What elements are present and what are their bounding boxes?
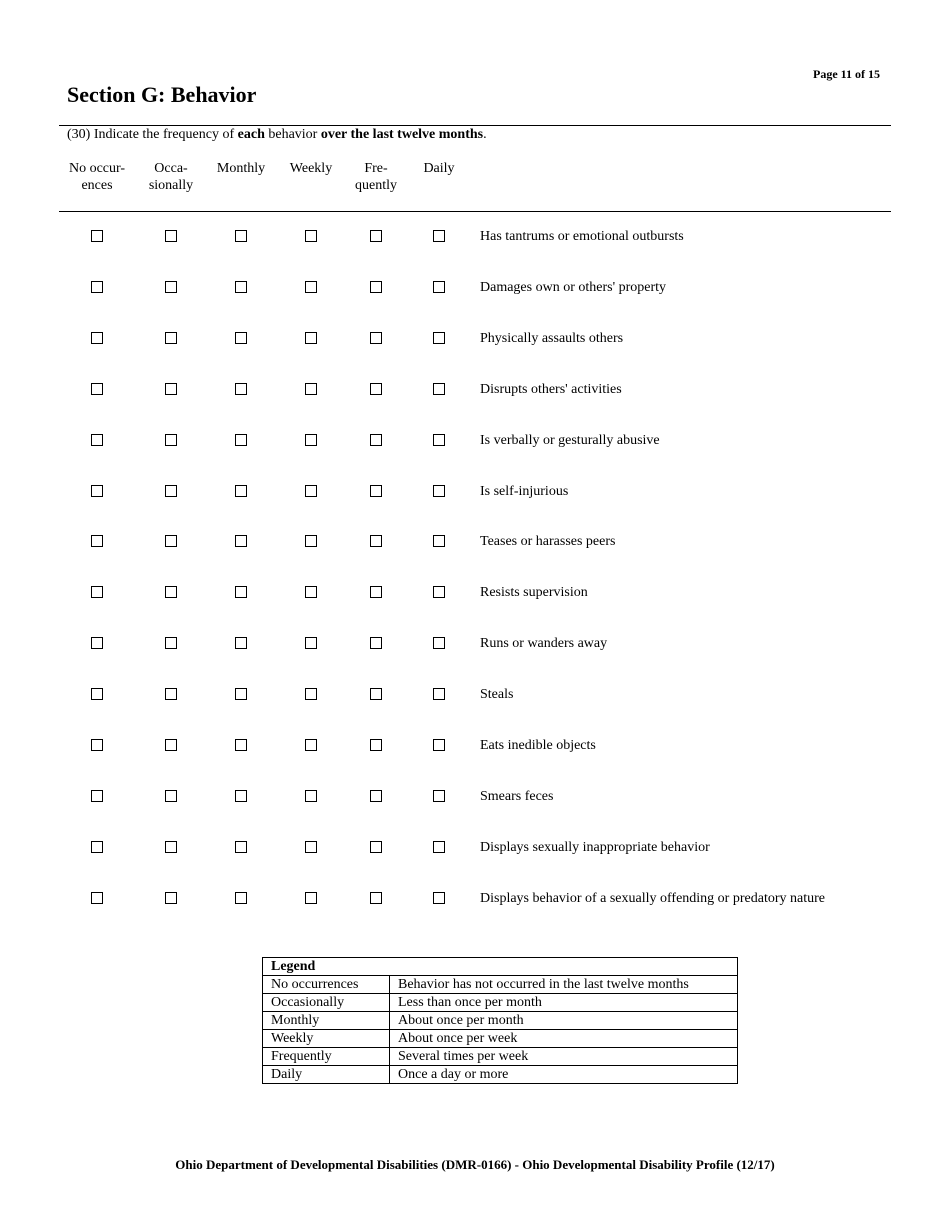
checkbox-daily[interactable] (433, 790, 445, 802)
checkbox-frequently[interactable] (370, 383, 382, 395)
checkbox-monthly[interactable] (235, 281, 247, 293)
checkbox-weekly[interactable] (305, 485, 317, 497)
checkbox-occasionally[interactable] (165, 434, 177, 446)
legend-row (263, 976, 738, 994)
checkbox-occasionally[interactable] (165, 535, 177, 547)
checkbox-monthly[interactable] (235, 535, 247, 547)
legend-row (263, 994, 738, 1012)
checkbox-no-occurrences[interactable] (91, 790, 103, 802)
checkbox-frequently[interactable] (370, 586, 382, 598)
legend-table (262, 957, 738, 1084)
checkbox-frequently[interactable] (370, 281, 382, 293)
checkbox-daily[interactable] (433, 383, 445, 395)
checkbox-occasionally[interactable] (165, 332, 177, 344)
behavior-row (0, 532, 950, 552)
behavior-label: Is verbally or gesturally abusive (480, 432, 660, 448)
top-divider (59, 125, 891, 126)
checkbox-frequently[interactable] (370, 332, 382, 344)
question-prefix: (30) Indicate the frequency of (67, 127, 238, 142)
checkbox-daily[interactable] (433, 230, 445, 242)
behavior-row (0, 685, 950, 705)
header-divider (59, 211, 891, 212)
checkbox-weekly[interactable] (305, 535, 317, 547)
checkbox-frequently[interactable] (370, 739, 382, 751)
checkbox-no-occurrences[interactable] (91, 281, 103, 293)
checkbox-monthly[interactable] (235, 637, 247, 649)
column-header-line: No occur- (68, 161, 126, 176)
checkbox-no-occurrences[interactable] (91, 383, 103, 395)
checkbox-weekly[interactable] (305, 434, 317, 446)
checkbox-no-occurrences[interactable] (91, 688, 103, 700)
legend-term: Daily (263, 1066, 390, 1084)
checkbox-occasionally[interactable] (165, 688, 177, 700)
checkbox-weekly[interactable] (305, 281, 317, 293)
page-number: Page 11 of 15 (813, 67, 880, 81)
checkbox-no-occurrences[interactable] (91, 739, 103, 751)
legend-term: No occurrences (263, 976, 390, 994)
checkbox-no-occurrences[interactable] (91, 892, 103, 904)
behavior-label: Teases or harasses peers (480, 534, 616, 550)
checkbox-daily[interactable] (433, 434, 445, 446)
legend-title: Legend (263, 958, 738, 976)
page-footer: Ohio Department of Developmental Disabilities (DMR-0166) - Ohio Developmental Disability Profile (12/17) (175, 1157, 775, 1172)
checkbox-no-occurrences[interactable] (91, 230, 103, 242)
checkbox-weekly[interactable] (305, 332, 317, 344)
checkbox-frequently[interactable] (370, 434, 382, 446)
legend-header-row (263, 958, 738, 976)
behavior-label: Eats inedible objects (480, 738, 596, 753)
behavior-label: Damages own or others' property (480, 279, 667, 295)
checkbox-occasionally[interactable] (165, 790, 177, 802)
checkbox-daily[interactable] (433, 637, 445, 649)
column-header-occasionally (131, 160, 211, 194)
checkbox-weekly[interactable] (305, 892, 317, 904)
legend-definition: About once per month (390, 1012, 738, 1030)
legend-definition: Several times per week (390, 1048, 738, 1066)
legend-definition: Less than once per month (390, 994, 738, 1012)
behavior-row (0, 380, 950, 400)
checkbox-weekly[interactable] (305, 230, 317, 242)
legend-term: Monthly (263, 1012, 390, 1030)
legend-term: Frequently (263, 1048, 390, 1066)
question-text (67, 127, 487, 143)
behavior-row (0, 482, 950, 502)
checkbox-daily[interactable] (433, 739, 445, 751)
checkbox-weekly[interactable] (305, 841, 317, 853)
behavior-row (0, 736, 950, 756)
behavior-row (0, 329, 950, 349)
checkbox-daily[interactable] (433, 485, 445, 497)
column-header-monthly (201, 160, 281, 177)
legend-definition: Once a day or more (390, 1066, 738, 1084)
column-header-line: sionally (148, 178, 194, 193)
checkbox-weekly[interactable] (305, 790, 317, 802)
checkbox-monthly[interactable] (235, 739, 247, 751)
legend-row (263, 1066, 738, 1084)
checkbox-monthly[interactable] (235, 485, 247, 497)
behavior-row (0, 787, 950, 807)
question-middle: behavior (264, 127, 321, 142)
checkbox-monthly[interactable] (235, 892, 247, 904)
checkbox-frequently[interactable] (370, 485, 382, 497)
checkbox-monthly[interactable] (235, 790, 247, 802)
checkbox-frequently[interactable] (370, 637, 382, 649)
checkbox-daily[interactable] (433, 892, 445, 904)
behavior-label: Is self-injurious (480, 483, 569, 499)
checkbox-occasionally[interactable] (165, 586, 177, 598)
column-header-line: Fre- (364, 161, 388, 176)
checkbox-frequently[interactable] (370, 535, 382, 547)
legend-definition: Behavior has not occurred in the last twelve months (390, 976, 738, 994)
checkbox-daily[interactable] (433, 535, 445, 547)
checkbox-monthly[interactable] (235, 688, 247, 700)
behavior-label: Has tantrums or emotional outbursts (480, 229, 684, 244)
checkbox-daily[interactable] (433, 688, 445, 700)
checkbox-monthly[interactable] (235, 230, 247, 242)
behavior-row (0, 278, 950, 298)
checkbox-occasionally[interactable] (165, 739, 177, 751)
checkbox-daily[interactable] (433, 281, 445, 293)
checkbox-no-occurrences[interactable] (91, 485, 103, 497)
checkbox-daily[interactable] (433, 841, 445, 853)
legend-row (263, 1012, 738, 1030)
behavior-row (0, 634, 950, 654)
legend-term: Occasionally (263, 994, 390, 1012)
behavior-label: Smears feces (480, 788, 554, 804)
column-header-line: quently (355, 178, 397, 193)
behavior-row (0, 227, 950, 247)
behavior-label: Resists supervision (480, 585, 588, 601)
checkbox-monthly[interactable] (235, 332, 247, 344)
checkbox-frequently[interactable] (370, 790, 382, 802)
checkbox-frequently[interactable] (370, 688, 382, 700)
checkbox-weekly[interactable] (305, 586, 317, 598)
checkbox-monthly[interactable] (235, 383, 247, 395)
checkbox-frequently[interactable] (370, 892, 382, 904)
column-header-line: Daily (423, 161, 455, 176)
question-bold-period: over the last twelve months (320, 127, 484, 142)
behavior-label: Steals (480, 687, 514, 703)
checkbox-weekly[interactable] (305, 688, 317, 700)
checkbox-occasionally[interactable] (165, 230, 177, 242)
column-header-line: ences (81, 178, 113, 193)
checkbox-weekly[interactable] (305, 383, 317, 395)
behavior-label: Disrupts others' activities (480, 381, 622, 397)
behavior-row (0, 889, 950, 909)
checkbox-no-occurrences[interactable] (91, 586, 103, 598)
question-suffix: . (483, 127, 487, 142)
behavior-label: Displays sexually inappropriate behavior (480, 839, 710, 855)
behavior-row (0, 431, 950, 451)
checkbox-occasionally[interactable] (165, 637, 177, 649)
behavior-label: Displays behavior of a sexually offending or predatory nature (480, 890, 825, 906)
checkbox-occasionally[interactable] (165, 281, 177, 293)
behavior-label: Physically assaults others (480, 330, 624, 346)
behavior-row (0, 838, 950, 858)
column-header-line: Weekly (289, 161, 333, 176)
checkbox-monthly[interactable] (235, 841, 247, 853)
checkbox-weekly[interactable] (305, 739, 317, 751)
checkbox-occasionally[interactable] (165, 841, 177, 853)
checkbox-weekly[interactable] (305, 637, 317, 649)
column-header-line: Monthly (216, 161, 266, 176)
checkbox-daily[interactable] (433, 586, 445, 598)
question-bold-each: each (237, 127, 265, 142)
column-header-line: Occa- (154, 161, 188, 176)
checkbox-no-occurrences[interactable] (91, 535, 103, 547)
checkbox-occasionally[interactable] (165, 485, 177, 497)
column-header-no-occurrences (57, 160, 137, 194)
legend-row (263, 1048, 738, 1066)
checkbox-daily[interactable] (433, 332, 445, 344)
behavior-label: Runs or wanders away (480, 636, 608, 652)
checkbox-monthly[interactable] (235, 586, 247, 598)
checkbox-frequently[interactable] (370, 230, 382, 242)
checkbox-monthly[interactable] (235, 434, 247, 446)
checkbox-no-occurrences[interactable] (91, 637, 103, 649)
legend-row (263, 1030, 738, 1048)
section-title: Section G: Behavior (67, 82, 257, 107)
legend-definition: About once per week (390, 1030, 738, 1048)
legend-term: Weekly (263, 1030, 390, 1048)
checkbox-no-occurrences[interactable] (91, 332, 103, 344)
column-header-daily (399, 160, 479, 177)
checkbox-occasionally[interactable] (165, 892, 177, 904)
checkbox-occasionally[interactable] (165, 383, 177, 395)
checkbox-frequently[interactable] (370, 841, 382, 853)
checkbox-no-occurrences[interactable] (91, 841, 103, 853)
checkbox-no-occurrences[interactable] (91, 434, 103, 446)
behavior-row (0, 583, 950, 603)
